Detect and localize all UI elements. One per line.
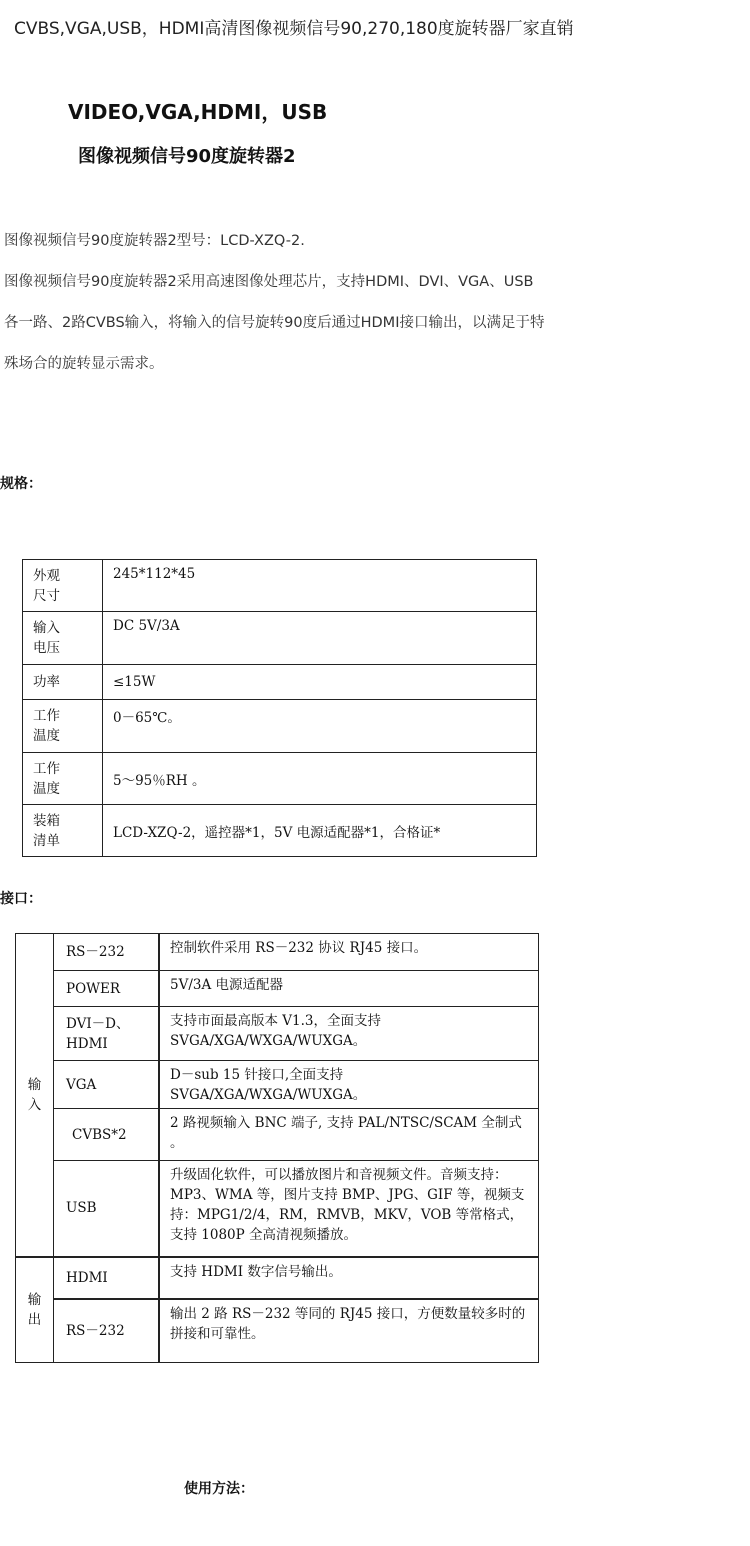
product-title-line-2: 图像视频信号90度旋转器2 [78,146,296,167]
spec-row [23,700,537,753]
interface-desc: 输出 2 路 RS－232 等同的 RJ45 接口，方便数量较多时的拼接和可靠性。 [159,1299,539,1363]
spec-row [23,805,537,857]
interface-name: VGA [54,1061,160,1109]
interface-section-heading: 接口： [0,891,42,907]
interface-name: USB [54,1161,160,1257]
interface-row [16,1161,539,1257]
spec-key: 装箱 清单 [23,805,103,857]
interface-row [16,1109,539,1161]
input-group-label: 输 入 [16,934,54,1257]
interface-name: HDMI [54,1257,160,1299]
spec-key: 输入 电压 [23,612,103,665]
spec-row [23,753,537,805]
interface-row [16,1299,539,1363]
interface-row [16,1061,539,1109]
interface-desc: 2 路视频输入 BNC 端子, 支持 PAL/NTSC/SCAM 全制式 。 [159,1109,539,1161]
product-title-line-1: VIDEO,VGA,HDMI，USB [68,100,328,124]
intro-paragraph-line: 殊场合的旋转显示需求。 [4,356,164,372]
spec-value: 0－65℃。 [103,700,537,753]
interface-desc: 升级固化软件，可以播放图片和音视频文件。音频支持：MP3、WMA 等，图片支持 BMP、JPG、GIF 等，视频支持：MPG1/2/4，RM，RMVB，MKV，VOB 等常格式，支持 1080P 全高清视频播放。 [159,1161,539,1257]
intro-paragraph-line: 各一路、2路CVBS输入，将输入的信号旋转90度后通过HDMI接口输出，以满足于特 [4,315,545,331]
interface-row [16,934,539,971]
interface-desc: 控制软件采用 RS－232 协议 RJ45 接口。 [159,934,539,971]
spec-row [23,665,537,700]
intro-paragraph-line: 图像视频信号90度旋转器2采用高速图像处理芯片，支持HDMI、DVI、VGA、USB [4,274,534,290]
spec-value: LCD-XZQ-2，遥控器*1，5V 电源适配器*1，合格证* [103,805,537,857]
interface-desc: 5V/3A 电源适配器 [159,971,539,1007]
interface-desc: D－sub 15 针接口,全面支持 SVGA/XGA/WXGA/WUXGA。 [159,1061,539,1109]
spec-table [22,559,537,857]
spec-section-heading: 规格： [0,476,42,492]
spec-value: 5～95％RH 。 [103,753,537,805]
interface-table [15,933,539,1363]
interface-name: POWER [54,971,160,1007]
spec-value: ≤15W [103,665,537,700]
usage-section-heading: 使用方法： [184,1481,254,1497]
intro-paragraph-line: 图像视频信号90度旋转器2型号：LCD-XZQ-2. [4,233,305,249]
interface-desc: 支持市面最高版本 V1.3，全面支持 SVGA/XGA/WXGA/WUXGA。 [159,1007,539,1061]
interface-row [16,971,539,1007]
spec-key: 功率 [23,665,103,700]
spec-key: 工作 温度 [23,753,103,805]
interface-name: RS－232 [54,1299,160,1363]
spec-key: 工作 温度 [23,700,103,753]
spec-row [23,560,537,612]
spec-value: DC 5V/3A [103,612,537,665]
interface-name: CVBS*2 [54,1109,160,1161]
spec-key: 外观 尺寸 [23,560,103,612]
interface-desc: 支持 HDMI 数字信号输出。 [159,1257,539,1299]
spec-row [23,612,537,665]
interface-name: DVI－D、 HDMI [54,1007,160,1061]
output-group-label: 输 出 [16,1257,54,1363]
interface-row [16,1257,539,1299]
page-heading: CVBS,VGA,USB，HDMI高清图像视频信号90,270,180度旋转器厂家直销 [14,19,574,39]
interface-row [16,1007,539,1061]
spec-value: 245*112*45 [103,560,537,612]
interface-name: RS－232 [54,934,160,971]
